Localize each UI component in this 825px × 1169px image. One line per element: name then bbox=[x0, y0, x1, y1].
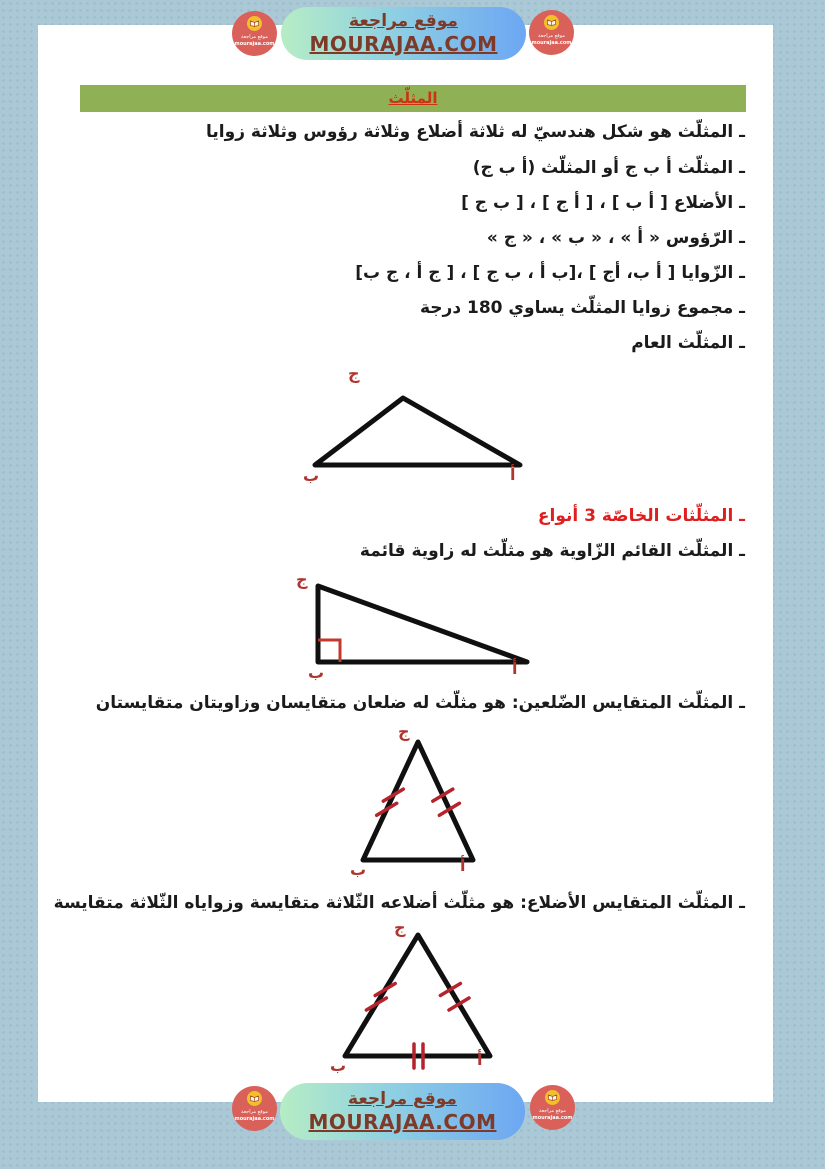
logo-site-domain: mourajaa.com bbox=[532, 1114, 573, 1121]
right-triangle-figure bbox=[308, 578, 538, 673]
book-icon bbox=[545, 1090, 560, 1105]
site-name-link[interactable]: موقع مراجعة bbox=[349, 11, 458, 32]
lesson-title-bar bbox=[80, 85, 746, 112]
right-triangle-definition: ـ المثلّث القائم الزّاوية هو مثلّث له زاوية قائمة bbox=[359, 541, 745, 561]
general-triangle-figure bbox=[300, 388, 535, 478]
intro-line: ـ الرّؤوس « أ » ، « ب » ، « ج » bbox=[486, 228, 745, 248]
vertex-label-top: ج bbox=[394, 918, 406, 937]
site-domain-link[interactable]: MOURAJAA.COM bbox=[309, 31, 498, 56]
logo-site-domain: mourajaa.com bbox=[234, 40, 275, 47]
logo-site-domain: mourajaa.com bbox=[234, 1115, 275, 1122]
vertex-label-bottom-right: أ bbox=[510, 465, 516, 484]
vertex-label-bottom-right: أ bbox=[460, 856, 466, 875]
site-name-link[interactable]: موقع مراجعة bbox=[348, 1089, 457, 1110]
logo-site-name: موقع مراجعة bbox=[241, 34, 268, 40]
vertex-label-bottom-left: ب bbox=[303, 466, 320, 485]
lesson-title: المثلّث bbox=[388, 89, 438, 107]
vertex-label-bottom-left: ب bbox=[350, 860, 367, 879]
intro-line: ـ المثلّث هو شكل هندسيّ له ثلاثة أضلاع وثلاثة رؤوس وثلاثة زوايا bbox=[206, 122, 745, 142]
vertex-label-bottom-right: أ bbox=[477, 1050, 483, 1069]
site-domain-link[interactable]: MOURAJAA.COM bbox=[308, 1109, 497, 1134]
intro-line: ـ المثلّث العام bbox=[631, 333, 745, 353]
book-icon bbox=[544, 15, 559, 30]
vertex-label-top: ج bbox=[348, 364, 360, 383]
site-logo bbox=[529, 10, 574, 55]
intro-line: ـ الزّوايا [ أ ب، أج ] ،[ب أ ، ب ج ] ، [ ج أ ، ج ب] bbox=[355, 263, 745, 283]
logo-site-name: موقع مراجعة bbox=[538, 33, 565, 39]
vertex-label-bottom-left: ب bbox=[330, 1056, 347, 1075]
vertex-label-top: ج bbox=[296, 570, 308, 589]
intro-line: ـ المثلّث أ ب ج أو المثلّث (أ ب ج) bbox=[472, 158, 745, 178]
logo-site-name: موقع مراجعة bbox=[539, 1108, 566, 1114]
site-logo bbox=[232, 1086, 277, 1131]
vertex-label-top: ج bbox=[398, 722, 410, 741]
intro-line: ـ الأضلاع [ أ ب ] ، [ أ ج ] ، [ ب ج ] bbox=[461, 193, 745, 213]
book-icon bbox=[247, 16, 262, 31]
vertex-label-bottom-left: ب bbox=[308, 663, 325, 682]
special-triangles-heading: ـ المثلّثات الخاصّة 3 أنواع bbox=[537, 506, 745, 526]
logo-site-name: موقع مراجعة bbox=[241, 1109, 268, 1115]
header-banner bbox=[281, 7, 526, 60]
site-logo bbox=[232, 11, 277, 56]
right-angle-mark bbox=[318, 640, 340, 662]
logo-site-domain: mourajaa.com bbox=[531, 39, 572, 46]
book-icon bbox=[247, 1091, 262, 1106]
vertex-label-bottom-right: أ bbox=[512, 659, 518, 678]
isosceles-triangle-figure bbox=[350, 730, 490, 875]
footer-banner bbox=[280, 1083, 525, 1140]
site-logo bbox=[530, 1085, 575, 1130]
intro-line: ـ مجموع زوايا المثلّث يساوي 180 درجة bbox=[420, 298, 745, 318]
isosceles-definition: ـ المثلّث المتقايس الضّلعين: هو مثلّث له ضلعان متقايسان وزاويتان متقايستان bbox=[95, 693, 745, 713]
equilateral-definition: ـ المثلّث المتقايس الأضلاع: هو مثلّث أضلاعه الثّلاثة متقايسة وزواياه الثّلاثة متقايسة bbox=[53, 893, 745, 913]
